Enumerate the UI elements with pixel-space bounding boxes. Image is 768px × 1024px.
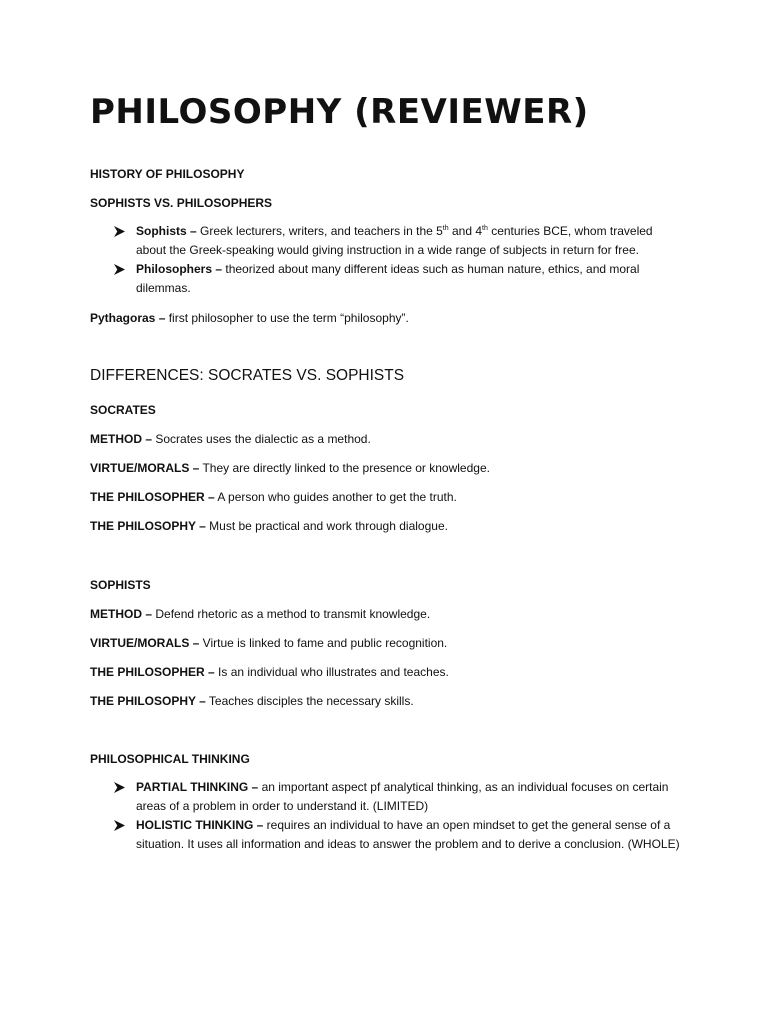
- arrowhead-bullet-icon: [114, 226, 125, 237]
- bullet-text: PARTIAL THINKING – an important aspect pf analytical thinking, as an individual focuses on certain areas of a problem in order to understand it. (LIMITED): [136, 780, 669, 813]
- bullet-sophists: [114, 222, 674, 260]
- arrowhead-bullet-icon: [114, 782, 125, 793]
- sophists-vs-philosophers-heading: SOPHISTS VS. PHILOSOPHERS: [90, 196, 273, 210]
- bullet-partial-thinking: [114, 778, 674, 816]
- socrates-philosopher: THE PHILOSOPHER – A person who guides another to get the truth.: [90, 490, 457, 504]
- pythagoras-line: Pythagoras – first philosopher to use the term “philosophy”.: [90, 311, 409, 325]
- pythagoras-term: Pythagoras –: [90, 311, 166, 325]
- bullet-term: PARTIAL THINKING –: [136, 780, 259, 794]
- sophists-virtue: VIRTUE/MORALS – Virtue is linked to fame and public recognition.: [90, 636, 448, 650]
- arrowhead-bullet-icon: [114, 264, 125, 275]
- sophists-philosopher: THE PHILOSOPHER – Is an individual who illustrates and teaches.: [90, 665, 449, 679]
- history-heading: HISTORY OF PHILOSOPHY: [90, 167, 245, 181]
- document-title: PHILOSOPHY (REVIEWER): [90, 92, 589, 132]
- bullet-term: Philosophers –: [136, 262, 223, 276]
- differences-heading: DIFFERENCES: SOCRATES VS. SOPHISTS: [90, 367, 405, 384]
- philosophical-thinking-heading: PHILOSOPHICAL THINKING: [90, 752, 250, 766]
- sophists-method: METHOD – Defend rhetoric as a method to transmit knowledge.: [90, 607, 431, 621]
- socrates-heading: SOCRATES: [90, 403, 156, 417]
- sophists-heading: SOPHISTS: [90, 578, 151, 592]
- bullet-philosophers: [114, 260, 674, 298]
- bullet-text: Philosophers – theorized about many different ideas such as human nature, ethics, and moral dilemmas.: [136, 262, 640, 295]
- sophists-philosophy: THE PHILOSOPHY – Teaches disciples the necessary skills.: [90, 694, 414, 708]
- bullet-text: Sophists – Greek lecturers, writers, and teachers in the 5th and 4th centuries BCE, whom traveled about the Greek-speaking would giving instruction in a wide range of subjects in return for free.: [136, 224, 653, 257]
- socrates-philosophy: THE PHILOSOPHY – Must be practical and work through dialogue.: [90, 519, 448, 533]
- bullet-term: Sophists –: [136, 224, 197, 238]
- arrowhead-bullet-icon: [114, 820, 125, 831]
- bullet-holistic-thinking: [114, 816, 680, 854]
- socrates-method: METHOD – Socrates uses the dialectic as a method.: [90, 432, 371, 446]
- bullet-term: HOLISTIC THINKING –: [136, 818, 264, 832]
- bullet-text: HOLISTIC THINKING – requires an individual to have an open mindset to get the general sense of a situation. It uses all information and ideas to answer the problem and to derive a conclusion. (WHOLE): [136, 818, 680, 851]
- socrates-virtue: VIRTUE/MORALS – They are directly linked to the presence or knowledge.: [90, 461, 490, 475]
